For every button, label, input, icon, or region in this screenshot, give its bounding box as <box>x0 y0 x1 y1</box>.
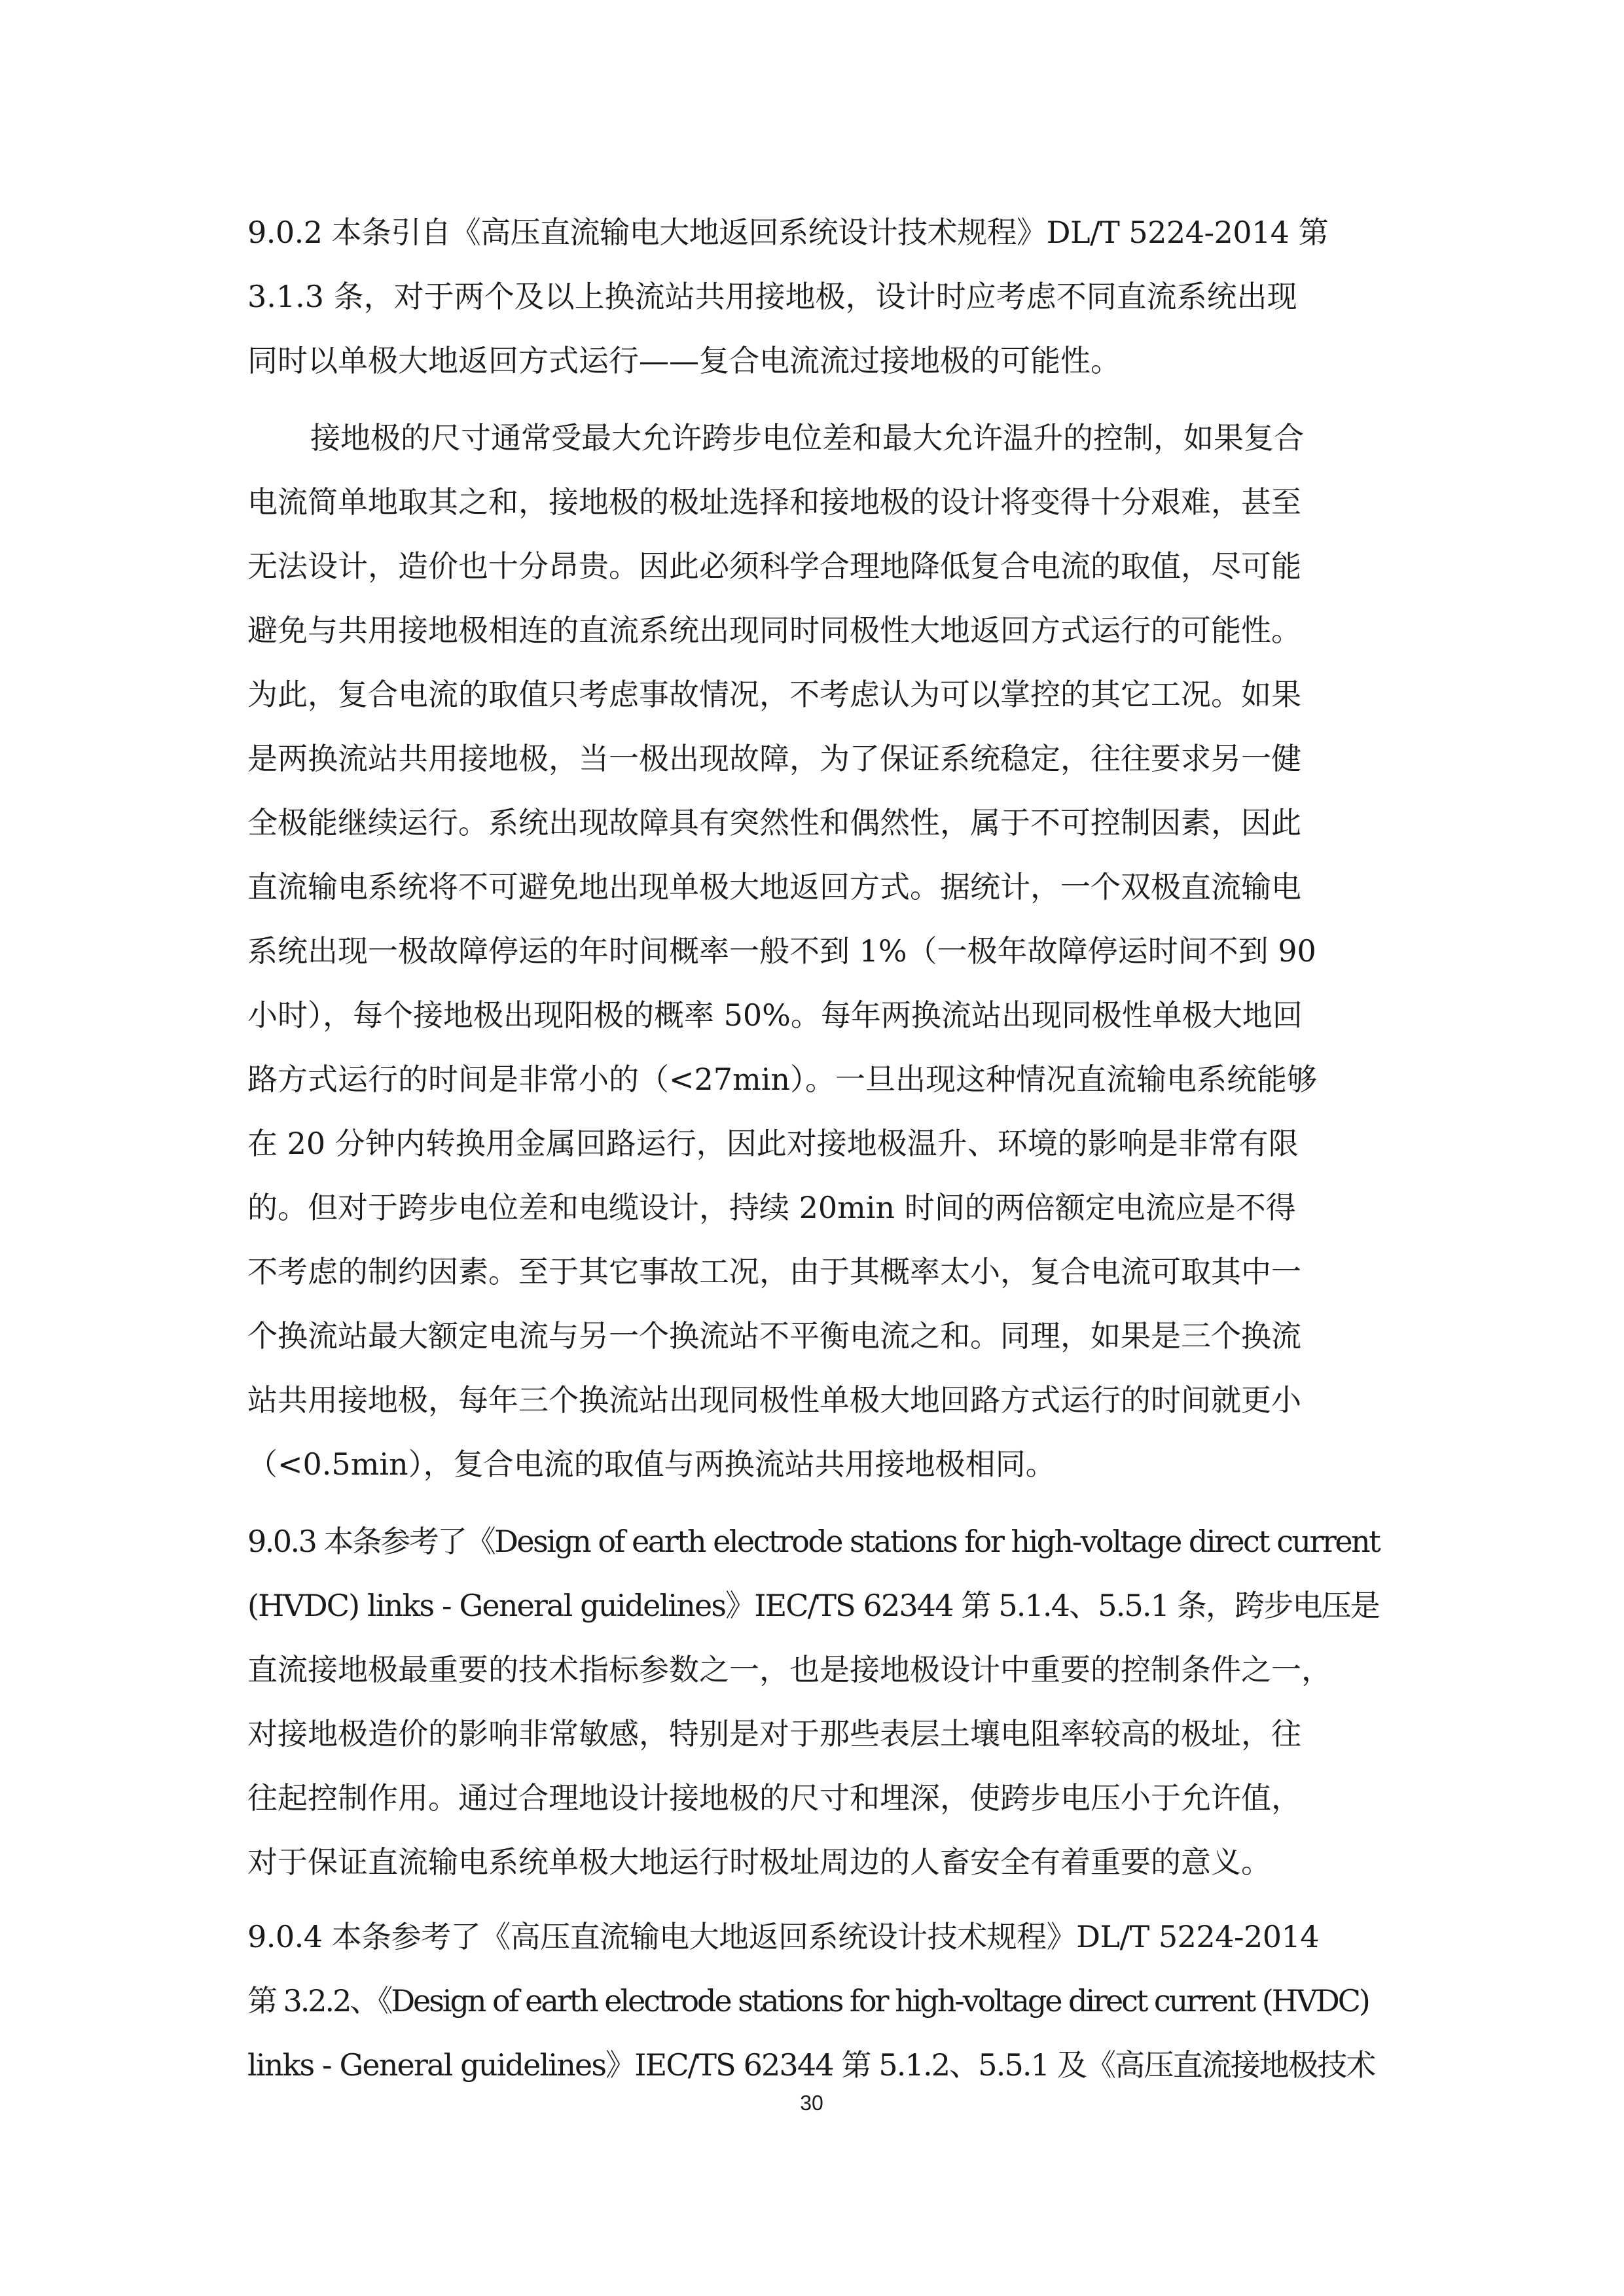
text-line: 系统出现一极故障停运的年时间概率一般不到 1%（一极年故障停运时间不到 90 <box>247 933 1316 969</box>
text-line: 的。但对于跨步电位差和电缆设计，持续 20min 时间的两倍额定电流应是不得 <box>247 1190 1296 1225</box>
text-line: (HVDC) links - General guidelines》IEC/TS 62344 第 5.1.4、5.5.1 条，跨步电压是 <box>247 1588 1379 1623</box>
text-line: 直流接地极最重要的技术指标参数之一，也是接地极设计中重要的控制条件之一， <box>247 1652 1331 1687</box>
text-line: 同时以单极大地返回方式运行——复合电流流过接地极的可能性。 <box>247 343 1121 378</box>
text-line: 直流输电系统将不可避免地出现单极大地返回方式。据统计，一个双极直流输电 <box>247 869 1301 905</box>
text-line: 往起控制作用。通过合理地设计接地极的尺寸和埋深，使跨步电压小于允许值， <box>247 1780 1301 1816</box>
text-line: 避免与共用接地极相连的直流系统出现同时同极性大地返回方式运行的可能性。 <box>247 613 1301 648</box>
paragraph-9-0-2 <box>247 200 1380 393</box>
text-line: 电流简单地取其之和，接地极的极址选择和接地极的设计将变得十分艰难，甚至 <box>247 484 1301 520</box>
text-line: 9.0.2 本条引自《高压直流输电大地返回系统设计技术规程》DL/T 5224-2014 第 <box>247 215 1329 250</box>
page-number: 30 <box>800 2091 823 2115</box>
text-line: 无法设计，造价也十分昂贵。因此必须科学合理地降低复合电流的取值，尽可能 <box>247 548 1301 584</box>
text-line: 路方式运行的时间是非常小的（<27min）。一旦出现这种情况直流输电系统能够 <box>247 1062 1318 1097</box>
paragraph-9-0-2-explanation <box>247 406 1380 1496</box>
paragraph-9-0-3 <box>247 1509 1380 1894</box>
text-line: （<0.5min），复合电流的取值与两换流站共用接地极相同。 <box>247 1446 1056 1482</box>
text-line: 第 3.2.2、《Design of earth electrode stations for high-voltage direct current (HVDC) <box>247 1983 1369 2018</box>
text-line: 接地极的尺寸通常受最大允许跨步电位差和最大允许温升的控制，如果复合 <box>310 420 1304 456</box>
paragraph-9-0-4 <box>247 1905 1380 2097</box>
text-line: 3.1.3 条，对于两个及以上换流站共用接地极，设计时应考虑不同直流系统出现 <box>247 279 1297 314</box>
text-line: 对接地极造价的影响非常敏感，特别是对于那些表层土壤电阻率较高的极址，往 <box>247 1716 1301 1751</box>
text-line: 9.0.3 本条参考了《Design of earth electrode stations for high-voltage direct current <box>247 1524 1380 1559</box>
text-line: 对于保证直流输电系统单极大地运行时极址周边的人畜安全有着重要的意义。 <box>247 1844 1271 1880</box>
text-line: 小时），每个接地极出现阳极的概率 50%。每年两换流站出现同极性单极大地回 <box>247 997 1303 1033</box>
text-line: 在 20 分钟内转换用金属回路运行，因此对接地极温升、环境的影响是非常有限 <box>247 1126 1299 1161</box>
text-line: links - General guidelines》IEC/TS 62344 第 5.1.2、5.5.1 及《高压直流接地极技术 <box>247 2047 1375 2083</box>
text-line: 全极能继续运行。系统出现故障具有突然性和偶然性，属于不可控制因素，因此 <box>247 805 1301 840</box>
text-line: 不考虑的制约因素。至于其它事故工况，由于其概率太小，复合电流可取其中一 <box>247 1254 1301 1289</box>
text-line: 是两换流站共用接地极，当一极出现故障，为了保证系统稳定，往往要求另一健 <box>247 741 1301 776</box>
text-line: 为此，复合电流的取值只考虑事故情况，不考虑认为可以掌控的其它工况。如果 <box>247 677 1301 712</box>
text-line: 站共用接地极，每年三个换流站出现同极性单极大地回路方式运行的时间就更小 <box>247 1382 1301 1418</box>
text-line: 个换流站最大额定电流与另一个换流站不平衡电流之和。同理，如果是三个换流 <box>247 1318 1301 1354</box>
text-line: 9.0.4 本条参考了《高压直流输电大地返回系统设计技术规程》DL/T 5224-2014 <box>247 1919 1320 1954</box>
